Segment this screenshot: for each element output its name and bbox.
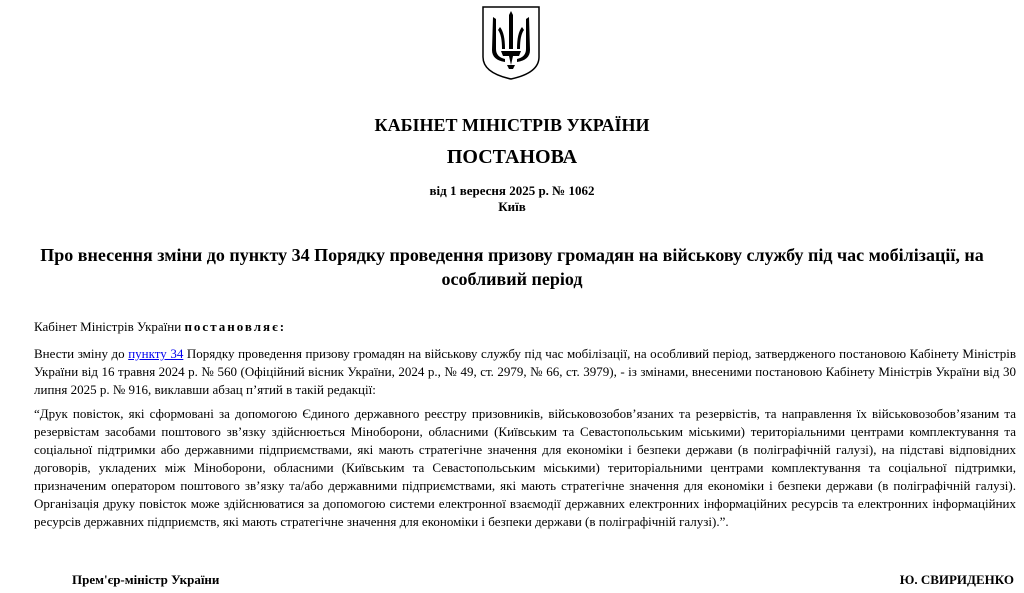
issuer-heading: КАБІНЕТ МІНІСТРІВ УКРАЇНИ (374, 115, 650, 135)
document-title: Про внесення зміни до пункту 34 Порядку проведення призову громадян на військову службу під час мобілізації, на особливий період (40, 245, 984, 289)
amendment-paragraph (34, 345, 1016, 399)
resolution-intro-paragraph (34, 318, 1016, 336)
amendment-text-after: Порядку проведення призову громадян на військову службу під час мобілізації, на особливий період, затвердженого постановою Кабінету Міністрів України від 16 травня 2024 р. № 560 (Офіційний вісник України, 2024 р., № 49, ст. 2979, № 66, ст. 3979), - із змінами, внесеними постановою Кабінету Міністрів України від 30 липня 2025 р. № 916, виклавши абзац п’ятий в такій редакції: (34, 346, 1016, 397)
coat-of-arms-trident-icon (481, 5, 541, 81)
signer-name: Ю. СВИРИДЕНКО (899, 572, 1014, 587)
document-city: Київ (498, 199, 526, 214)
resolves-keyword: постановляє: (184, 319, 287, 334)
clause-34-link[interactable]: пункту 34 (128, 346, 184, 361)
quoted-new-wording-paragraph: “Друк повісток, які сформовані за допомогою Єдиного державного реєстру призовників, військовозобов’язаних та резервістів, та направлення їх військовозобов’язаним та резервістам засобами поштового зв’язку здійснюється Міноборони, обласними (Київським та Севастопольським міськими) територіальними центрами комплектування та соціальної підтримки або державними підприємствами, які мають стратегічне значення для економіки і безпеки держави (в поліграфічній галузі), на підставі відповідних договорів, укладених між Міноборони, обласними (Київським та Севастопольським міськими) територіальними центрами комплектування та соціальної підтримки, призначеним оператором поштового зв’язку та/або державними підприємствами, які мають стратегічне значення для економіки і безпеки держави (в поліграфічній галузі). Організація друку повісток може здійснюватися за допомогою системи електронної взаємодії державних електронних інформаційних ресурсів та електронних інформаційних ресурсів державних підприємств, які мають стратегічне значення для економіки і безпеки держави (в поліграфічній галузі).”. (34, 406, 1016, 529)
signer-position: Прем'єр-міністр України (72, 572, 220, 587)
amendment-text-before: Внести зміну до (34, 346, 129, 361)
document-type-heading: ПОСТАНОВА (446, 146, 578, 168)
document-date-number: від 1 вересня 2025 р. № 1062 (429, 183, 595, 198)
intro-text: Кабінет Міністрів України (34, 319, 185, 334)
